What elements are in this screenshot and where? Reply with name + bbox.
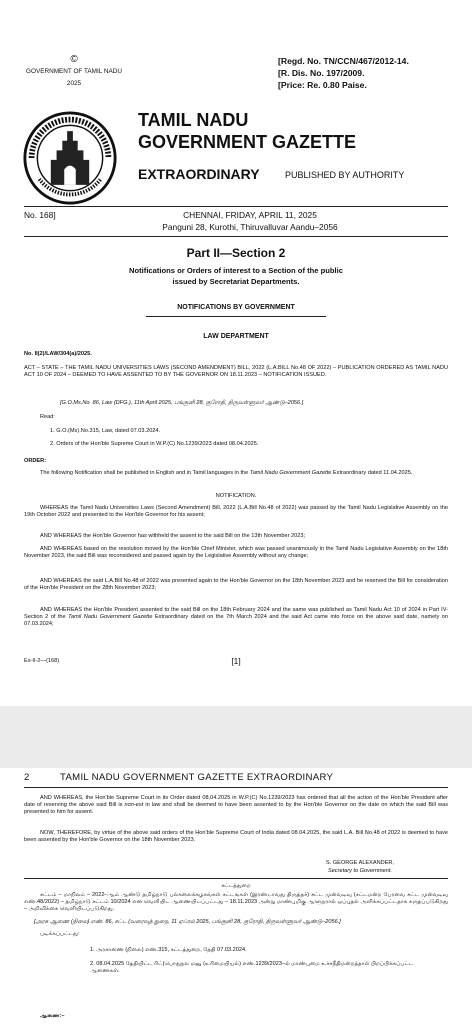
price: [Price: Re. 0.80 Paise. [278,80,367,90]
notification-heading: NOTIFICATION. [215,493,257,499]
issue-tamil-date: Panguni 28, Kurothi, Thiruvalluvar Aandu–2056 [162,222,338,232]
paragraph-3: AND WHEREAS based on the resolution moved by the Hon'ble Chief Minister, which was passed unanimously in the Tamil Nadu Legislative Assembly on the 18th November 2023, the said Bill was reconsidered and passed again by the Legislative Assembly without any change; [24,546,448,559]
header-government: GOVERNMENT OF TAMIL NADU [26,68,122,75]
order-text: The following Notification shall be published in English and in Tamil languages in the Tamil Nadu Government Gazette Extraordinary dated 11.04.2025. [40,470,413,476]
issue-date: CHENNAI, FRIDAY, APRIL 11, 2025 [183,210,317,220]
notifications-heading: NOTIFICATIONS BY GOVERNMENT [177,304,295,311]
tamil-nadu-emblem-icon [22,110,118,206]
tamil-read-item-2: 2. 08.04.2025 தேதியிட்ட ரிட்(பொதுநல மனு (உரிமையியல்) எண்.1239/2023–ல் மாண்புமை உச்சநீதிமன்றத்தால் பிறப்பிக்கப்பட்ட ஆணைகள். [90,961,414,974]
tamil-act-subject: சட்டம் – மாநிலம் – 2022–ஆம் ஆண்டு தமிழ்நாடு பல்கலைக்கழகங்கள் சட்டங்கள் (இரண்டாவது திருத்தச்) சட்ட முன்வடிவு (சட்டமன்ற பேரவை சட்ட முன்வடிவு எண்.48/2022) – தமிழ்நாடு சட்டம் 10/2024 என வெளியிட ஆணையிடப்பட்டது – 18.11.2023 அன்று மாண்புமிகு ஆளுநரால் ஒப்புதல் அளிக்கப்பட்டதாக கருதப்படுகிறது – அறிவிக்கை வெளியிடப்படுகிறது. [24,892,448,912]
department-heading: LAW DEPARTMENT [203,333,269,340]
reference-number: No. II(2)/LAW/304(a)/2025. [24,351,92,357]
regd-number: [Regd. No. TN/CCN/467/2012-14. [278,56,409,66]
page-number-1: [1] [231,656,241,666]
extraordinary-label: EXTRAORDINARY [138,166,260,182]
signatory-name: S. GEORGE ALEXANDER, [325,860,395,866]
tamil-read-label: படிக்கப்பட்டது: [40,931,80,937]
paragraph-7: NOW, THEREFORE, by virtue of the above said orders of the Hon'ble Supreme Court of India dated 08.04.2025, the said L.A. Bill No.48 of 2022 is deemed to have been assented by the Hon'ble Governor on the 18th November 2023. [24,830,448,843]
go-reference: [G.O.Ms.No. 86, Law (DFG.), 11th April 2025, பங்குனி 28, குரோதி, திருவள்ளுவர் ஆண்டு–2056.] [60,400,304,406]
read-label: Read: [40,414,55,420]
language-divider [24,878,448,879]
part-title: Part II—Section 2 [186,246,286,260]
tamil-reference: [அரசு ஆணை (நிலை) எண். 86, சட்ட (வரைவுத் துறை, 11 ஏப்ரல் 2025, பங்குனி 28, குரோதி, திருவள்ளுவர் ஆண்டு–2056.] [34,919,341,925]
issue-number: No. 168] [24,210,56,220]
masthead-line-2: GOVERNMENT GAZETTE [138,132,357,152]
masthead-rule [24,206,448,207]
read-item-1: 1. G.O.(Ms).No.315, Law, dated 07.03.2024. [50,428,161,434]
paragraph-6: AND WHEREAS, the Hon'ble Supreme Court in its Order dated 08.04.2025 in W.P.(C) No.1239/2023 has ordered that all the action of the Hon'ble President after date of reserving the above said Bill is non-est in law and shall be deemed to have been assented to by the Hon'ble Governor on the date on which the said Bill was presented to him for assent. [24,795,448,815]
page-gap [0,706,472,768]
issue-rule [24,236,448,237]
header-year: 2025 [66,80,82,87]
signatory-title: Secretary to Government. [327,868,393,874]
read-item-2: 2. Orders of the Hon'ble Supreme Court in W.P.(C) No.1239/2023 dated 08.04.2025. [50,441,259,447]
tamil-read-item-1: 1. அரசாணை (நிலை) எண்.315, சட்டத்துறை, தேதி 07.03.2024. [90,947,247,953]
part-subtitle-1: Notifications or Orders of interest to a Section of the public [129,266,343,275]
part-subtitle-2: issued by Secretariat Departments. [172,277,300,286]
paragraph-4: AND WHEREAS the said L.A.Bill No.48 of 2022 was presented again to the Hon'ble Governor on the 18th November 2023 and he reserved the Bill for consideration of the Hon'ble President on the 28th November 2023; [24,578,448,591]
running-title-rule [24,787,448,788]
notifications-underline [146,316,326,317]
tamil-department: சட்டத்துறை [221,883,251,889]
gazette-page-2 [0,768,472,1024]
paragraph-5: AND WHEREAS the Hon'ble President assented to the said Bill on the 18th February 2024 and the same was published as Tamil Nadu Act 10 of 2024 in Part IV- Section 2 of the Tamil Nadu Government Gazette Extraordinary dated on the 7th March 2024 and the said Act came into force on the above said date, namely on 07.03.2024; [24,607,448,627]
copyright-symbol: © [70,54,78,65]
running-title: TAMIL NADU GOVERNMENT GAZETTE EXTRAORDINARY [60,772,334,783]
masthead-line-1: TAMIL NADU [138,110,249,130]
rdis-number: [R. Dis. No. 197/2009. [278,68,365,78]
published-by-authority: PUBLISHED BY AUTHORITY [285,170,405,180]
order-label: ORDER: [24,458,47,464]
paragraph-1: WHEREAS the Tamil Nadu Universities Laws (Second Amendment) Bill, 2022 (L.A.Bill No.48 of 2022) was passed by the Tamil Nadu Legislative Assembly on the 19th October 2022 and presented to the Hon'ble Governor for his assent; [24,505,448,518]
tamil-order-label: ஆணை:– [40,1013,65,1019]
paragraph-2: AND WHEREAS the Hon'ble Governor has withheld the assent to the said Bill on the 13th November 2023; [40,533,306,539]
footer-code: Ex-II-2—(168) [24,658,60,664]
act-subject: ACT – STATE – THE TAMIL NADU UNIVERSITIES LAWS (SECOND AMENDMENT) BILL, 2022 (L.A.BILL No.48 OF 2022) – PUBLICATION ORDERED AS TAMIL NADU ACT 10 OF 2024 – DEEMED TO HAVE ASSENTED TO BY THE GOVERNOR ON 18.11.2023 – NOTIFICATION ISSUED. [24,365,448,378]
page-number-2: 2 [24,772,30,783]
